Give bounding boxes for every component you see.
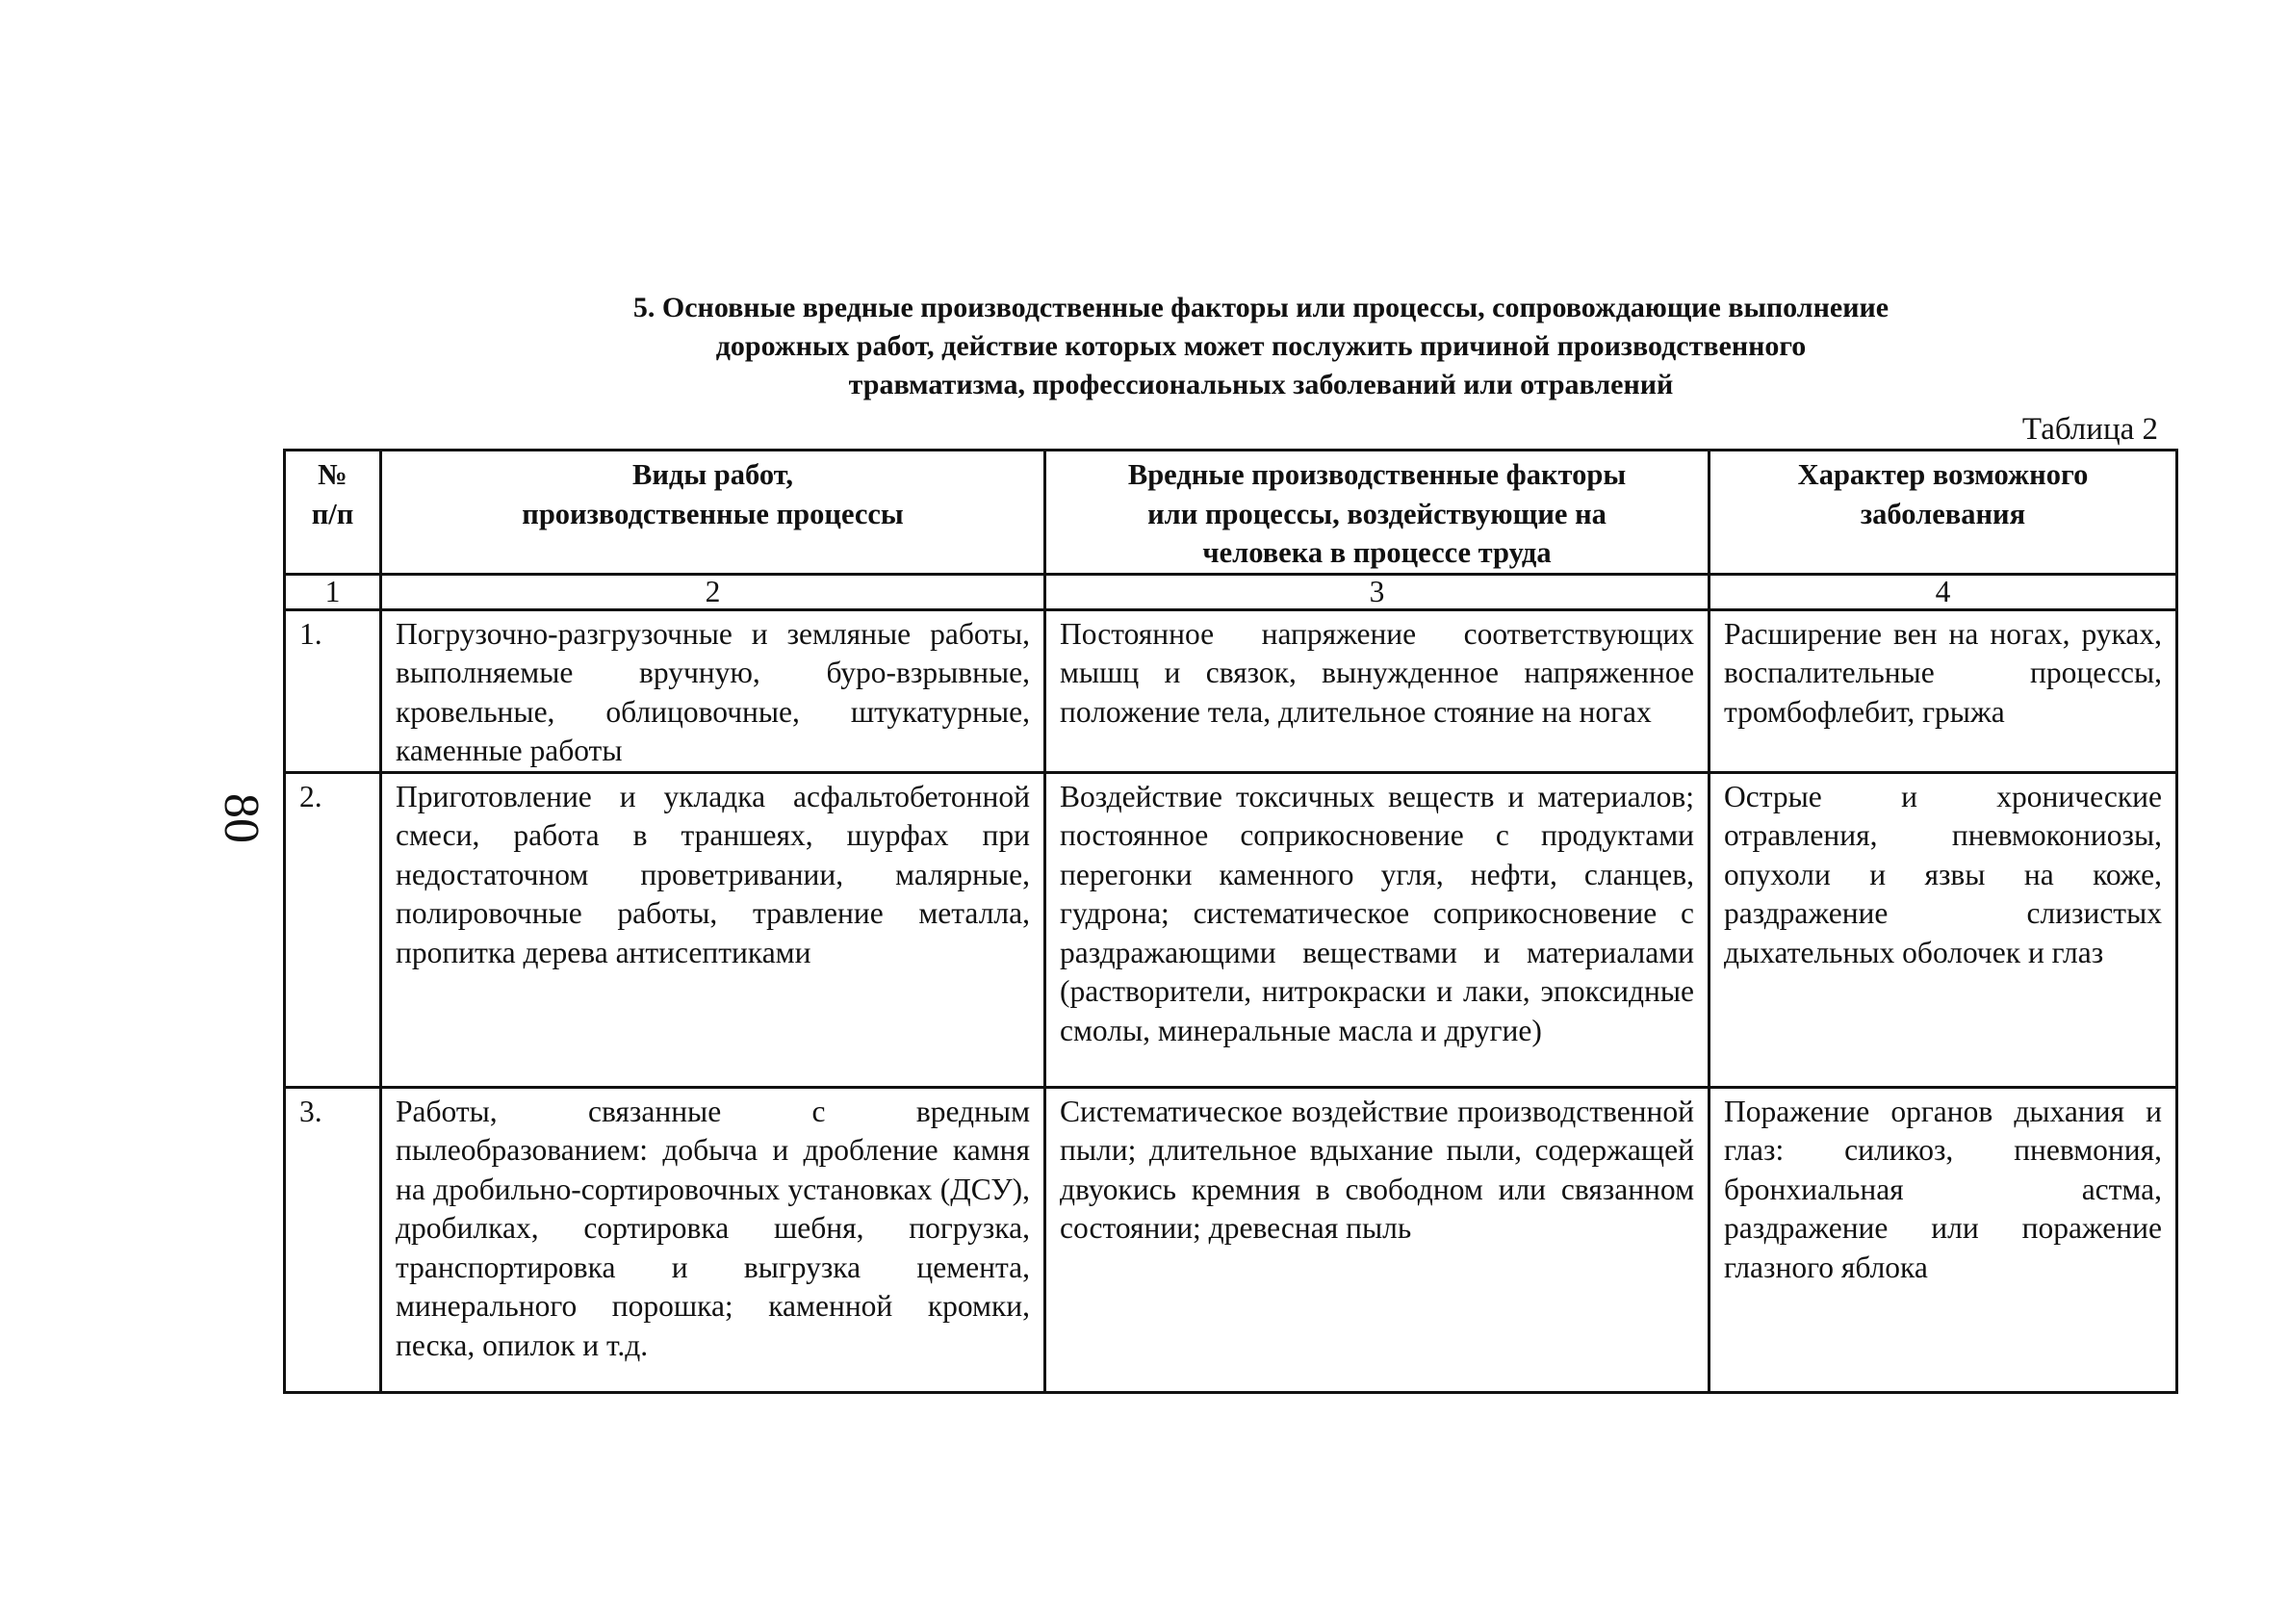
column-number: 3	[1045, 574, 1710, 609]
column-number: 1	[285, 574, 381, 609]
heading-line-2: дорожных работ, действие которых может послужить причиной производственного	[715, 330, 1807, 362]
table-row	[285, 772, 2177, 1087]
header-cell-number: № п/п	[285, 451, 381, 575]
work-type-cell: Работы, связанные с вредным пылеобразованием: добыча и дробление камня на дробильно-сортировочных установках (ДСУ), дробилках, сортировка шебня, погрузка, транспортировка и выгрузка цемента, минерального порошка; каменной кромки, песка, опилок и т.д.	[381, 1087, 1045, 1392]
hazard-table	[283, 449, 2178, 1394]
disease-cell: Расширение вен на ногах, руках, воспалительные процессы, тромбофлебит, грыжа	[1710, 609, 2177, 772]
section-heading	[366, 289, 2156, 404]
header-cell-disease: Характер возможного заболевания	[1710, 451, 2177, 575]
column-number: 4	[1710, 574, 2177, 609]
column-number-row	[285, 574, 2177, 609]
harmful-factor-cell: Систематическое воздействие производственной пыли; длительное вдыхание пыли, содержащей двуокись кремния в свободном или связанном состоянии; древесная пыль	[1045, 1087, 1710, 1392]
work-type-cell: Приготовление и укладка асфальтобетонной смеси, работа в траншеях, шурфах при недостаточном проветривании, малярные, полировочные работы, травление металла, пропитка дерева антисептиками	[381, 772, 1045, 1087]
heading-line-1: 5. Основные вредные производственные факторы или процессы, сопровождающие выполнеиие	[632, 292, 1890, 323]
page-number: 80	[214, 793, 269, 843]
table-header-row	[285, 451, 2177, 575]
table-caption: Таблица 2	[2021, 412, 2158, 447]
header-cell-work-types: Виды работ, производственные процессы	[381, 451, 1045, 575]
row-number: 2.	[285, 772, 381, 1087]
heading-line-3: травматизма, профессиональных заболеваний или отравлений	[848, 369, 1674, 400]
row-number: 3.	[285, 1087, 381, 1392]
harmful-factor-cell: Постоянное напряжение соответствующих мышц и связок, вынужденное напряженное положение тела, длительное стояние на ногах	[1045, 609, 1710, 772]
disease-cell: Поражение органов дыхания и глаз: силикоз, пневмония, бронхиальная астма, раздражение или поражение глазного яблока	[1710, 1087, 2177, 1392]
disease-cell: Острые и хронические отравления, пневмокониозы, опухоли и язвы на коже, раздражение слизистых дыхательных оболочек и глаз	[1710, 772, 2177, 1087]
table-row	[285, 1087, 2177, 1392]
table-row	[285, 609, 2177, 772]
work-type-cell: Погрузочно-разгрузочные и земляные работы, выполняемые вручную, буро-взрывные, кровельные, облицовочные, штукатурные, каменные работы	[381, 609, 1045, 772]
harmful-factor-cell: Воздействие токсичных веществ и материалов; постоянное соприкосновение с продуктами перегонки каменного угля, нефти, сланцев, гудрона; систематическое соприкосновение с раздражающими веществами и материалами (растворители, нитрокраски и лаки, эпоксидные смолы, минеральные масла и другие)	[1045, 772, 1710, 1087]
row-number: 1.	[285, 609, 381, 772]
header-cell-harmful-factors: Вредные производственные факторы или процессы, воздействующие на человека в процессе труда	[1045, 451, 1710, 575]
column-number: 2	[381, 574, 1045, 609]
